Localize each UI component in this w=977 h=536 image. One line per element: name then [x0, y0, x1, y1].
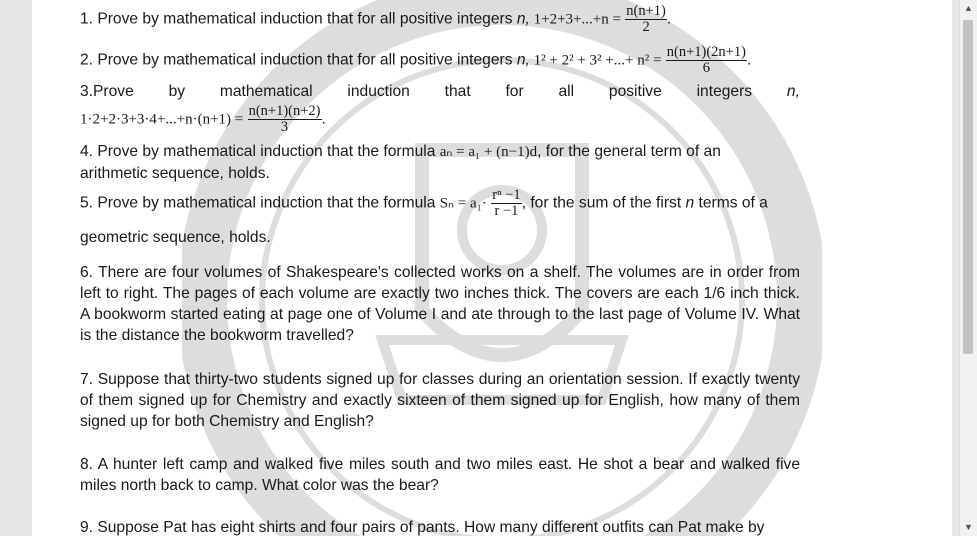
problem-3-numerator: n(n+1)(n+2) [248, 103, 321, 119]
problem-3-word: 3.Prove [80, 83, 134, 100]
problem-4-line-2: arithmetic sequence, holds. [80, 165, 270, 182]
problem-3-fraction [248, 104, 322, 135]
problem-6: 6. There are four volumes of Shakespeare's collected works on a shelf. The volumes are in order from left to right. The pages of each volume are exactly two inches thick. The covers are each 1/6 inch thick. A bookworm started eating at page one of Volume I and ate through to the last page of Volume IV. What is the distance the bookworm travelled? [80, 264, 800, 344]
scroll-up-icon[interactable]: ▲ [964, 3, 973, 13]
problem-3-word: that [444, 83, 471, 100]
problem-7: 7. Suppose that thirty-two students signed up for classes during an orientation session. If exactly twenty of them signed up for Chemistry and exactly sixteen of them signed up for English, how many of them signed up for both Chemistry and English? [80, 371, 800, 430]
problem-3-word: for [505, 83, 524, 100]
problem-5-denominator: r −1 [494, 203, 519, 219]
problem-1-fraction [625, 4, 667, 35]
problem-8: 8. A hunter left camp and walked five miles south and two miles east. He shot a bear and walked five miles north back to camp. What color was the bear? [80, 456, 800, 494]
problem-3-lhs: 1·2+2·3+3·4+...+n·(n+1) = [80, 111, 244, 128]
problem-5-text-cont: , for the sum of the first [521, 194, 686, 212]
problem-2-text: 2. Prove by mathematical induction that for all positive integers [80, 51, 517, 69]
problem-5-numerator: rⁿ −1 [492, 187, 521, 203]
problem-3-word: all [558, 83, 575, 100]
problem-5-text-end: terms of a [694, 194, 768, 212]
problem-5-fraction [491, 188, 521, 219]
problem-5-formula: Sₙ = a₁· [439, 195, 487, 212]
problem-3-denominator: 3 [280, 119, 289, 135]
problem-5-line-1 [80, 188, 768, 219]
problem-2-lhs: 1² + 2² + 3² +...+ n² = [529, 52, 662, 69]
problem-2 [80, 45, 751, 76]
scroll-down-icon[interactable]: ▼ [964, 522, 973, 532]
problem-3-word: n, [786, 83, 800, 100]
document-page [32, 0, 952, 536]
problem-4-text: 4. Prove by mathematical induction that the formula [80, 143, 440, 160]
problem-3-word: induction [347, 83, 410, 100]
problem-5-line-2: geometric sequence, holds. [80, 229, 271, 246]
problem-3-word: positive [608, 83, 662, 100]
problem-1-numerator: n(n+1) [626, 3, 666, 19]
problem-1-var: n, [516, 10, 530, 28]
problem-5-var: n [685, 194, 695, 212]
problem-1-end: . [666, 10, 672, 28]
problem-2-numerator: n(n+1)(2n+1) [666, 44, 746, 60]
problem-4-line-1 [80, 141, 721, 163]
problem-1-denominator: 2 [642, 19, 650, 35]
problem-3-word: integers [696, 83, 753, 100]
problem-3-word: by [168, 83, 186, 100]
scroll-thumb[interactable] [963, 20, 973, 354]
problem-3-line-2 [80, 104, 326, 135]
problem-4-formula: aₙ = a₁ + (n−1)d [439, 144, 538, 160]
problem-2-denominator: 6 [702, 60, 710, 76]
vertical-scrollbar[interactable] [959, 0, 977, 536]
problem-1-lhs: 1+2+3+...+n = [529, 11, 621, 28]
problem-5-text: 5. Prove by mathematical induction that the formula [80, 194, 440, 212]
problem-3-line-1 [80, 81, 800, 102]
problem-3-word: mathematical [219, 83, 313, 100]
problem-2-fraction [666, 45, 747, 76]
problem-1-text: 1. Prove by mathematical induction that for all positive integers [80, 10, 517, 28]
problem-4-text-cont: , for the general term of an [537, 143, 721, 160]
problem-9: 9. Suppose Pat has eight shirts and four pairs of pants. How many different outfits can Pat make by [80, 519, 765, 536]
problem-1 [80, 4, 671, 35]
problem-2-end: . [746, 51, 752, 69]
problem-2-var: n, [516, 51, 530, 69]
problem-3-end: . [321, 110, 326, 128]
